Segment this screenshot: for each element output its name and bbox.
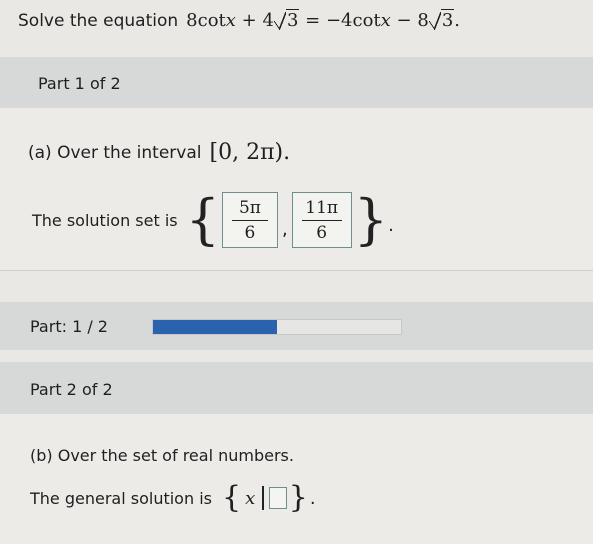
eq-lhs-rad-coef: 4 bbox=[262, 10, 274, 31]
answer-box-1[interactable] bbox=[222, 192, 278, 248]
equation bbox=[186, 10, 460, 31]
eq-rhs-coef: −4 bbox=[325, 10, 353, 31]
answer-1-denominator: 6 bbox=[244, 222, 256, 243]
part2-header bbox=[0, 362, 593, 414]
part1-title: Part 1 of 2 bbox=[38, 74, 121, 93]
eq-var-1: x bbox=[225, 10, 236, 31]
eq-rhs-rad-coef: 8 bbox=[417, 10, 429, 31]
progress-bar-fill bbox=[153, 320, 277, 334]
general-label: The general solution is bbox=[30, 488, 212, 508]
problem-statement bbox=[18, 10, 460, 31]
eq-period: . bbox=[454, 10, 461, 31]
fraction-bar bbox=[302, 220, 342, 221]
eq-radicand-1: 3 bbox=[286, 10, 299, 31]
interval-text: (a) Over the interval bbox=[28, 142, 202, 163]
general-solution-row bbox=[30, 480, 316, 515]
such-that-bar bbox=[262, 486, 264, 510]
eq-minus: − bbox=[396, 10, 412, 31]
eq-lhs-coef: 8 bbox=[186, 10, 198, 31]
general-solution-input[interactable] bbox=[269, 487, 287, 509]
eq-plus: + bbox=[241, 10, 257, 31]
sqrt-symbol bbox=[429, 10, 454, 31]
progress-bar bbox=[152, 319, 402, 335]
answer-2-numerator: 11π bbox=[305, 197, 339, 218]
eq-radicand-2: 3 bbox=[441, 10, 454, 31]
problem-prompt: Solve the equation bbox=[18, 11, 179, 31]
right-brace: } bbox=[288, 480, 308, 515]
answer-1-numerator: 5π bbox=[238, 197, 261, 218]
left-brace: { bbox=[221, 480, 242, 515]
period: . bbox=[309, 487, 316, 509]
eq-lhs-func: cot bbox=[197, 10, 226, 31]
solution-label: The solution set is bbox=[32, 210, 178, 230]
right-brace: } bbox=[353, 188, 389, 251]
set-expression bbox=[221, 480, 316, 515]
eq-rhs-func: cot bbox=[352, 10, 381, 31]
over-real-text: (b) Over the set of real numbers. bbox=[30, 446, 294, 465]
interval-math: [0, 2π). bbox=[209, 140, 291, 165]
eq-var-2: x bbox=[380, 10, 391, 31]
progress-label: Part: 1 / 2 bbox=[30, 317, 108, 336]
period: . bbox=[388, 215, 394, 236]
answer-box-2[interactable] bbox=[292, 192, 352, 248]
solution-set-row bbox=[32, 188, 394, 251]
answer-2-denominator: 6 bbox=[316, 222, 328, 243]
part2-panel bbox=[0, 414, 593, 544]
set-variable: x bbox=[245, 487, 256, 509]
sqrt-symbol bbox=[274, 10, 299, 31]
interval-row bbox=[28, 140, 290, 165]
fraction-bar bbox=[232, 220, 268, 221]
left-brace: { bbox=[185, 188, 220, 251]
part1-header bbox=[0, 57, 593, 108]
eq-equals: = bbox=[305, 10, 321, 31]
comma: , bbox=[281, 219, 288, 240]
part2-title: Part 2 of 2 bbox=[30, 380, 113, 399]
